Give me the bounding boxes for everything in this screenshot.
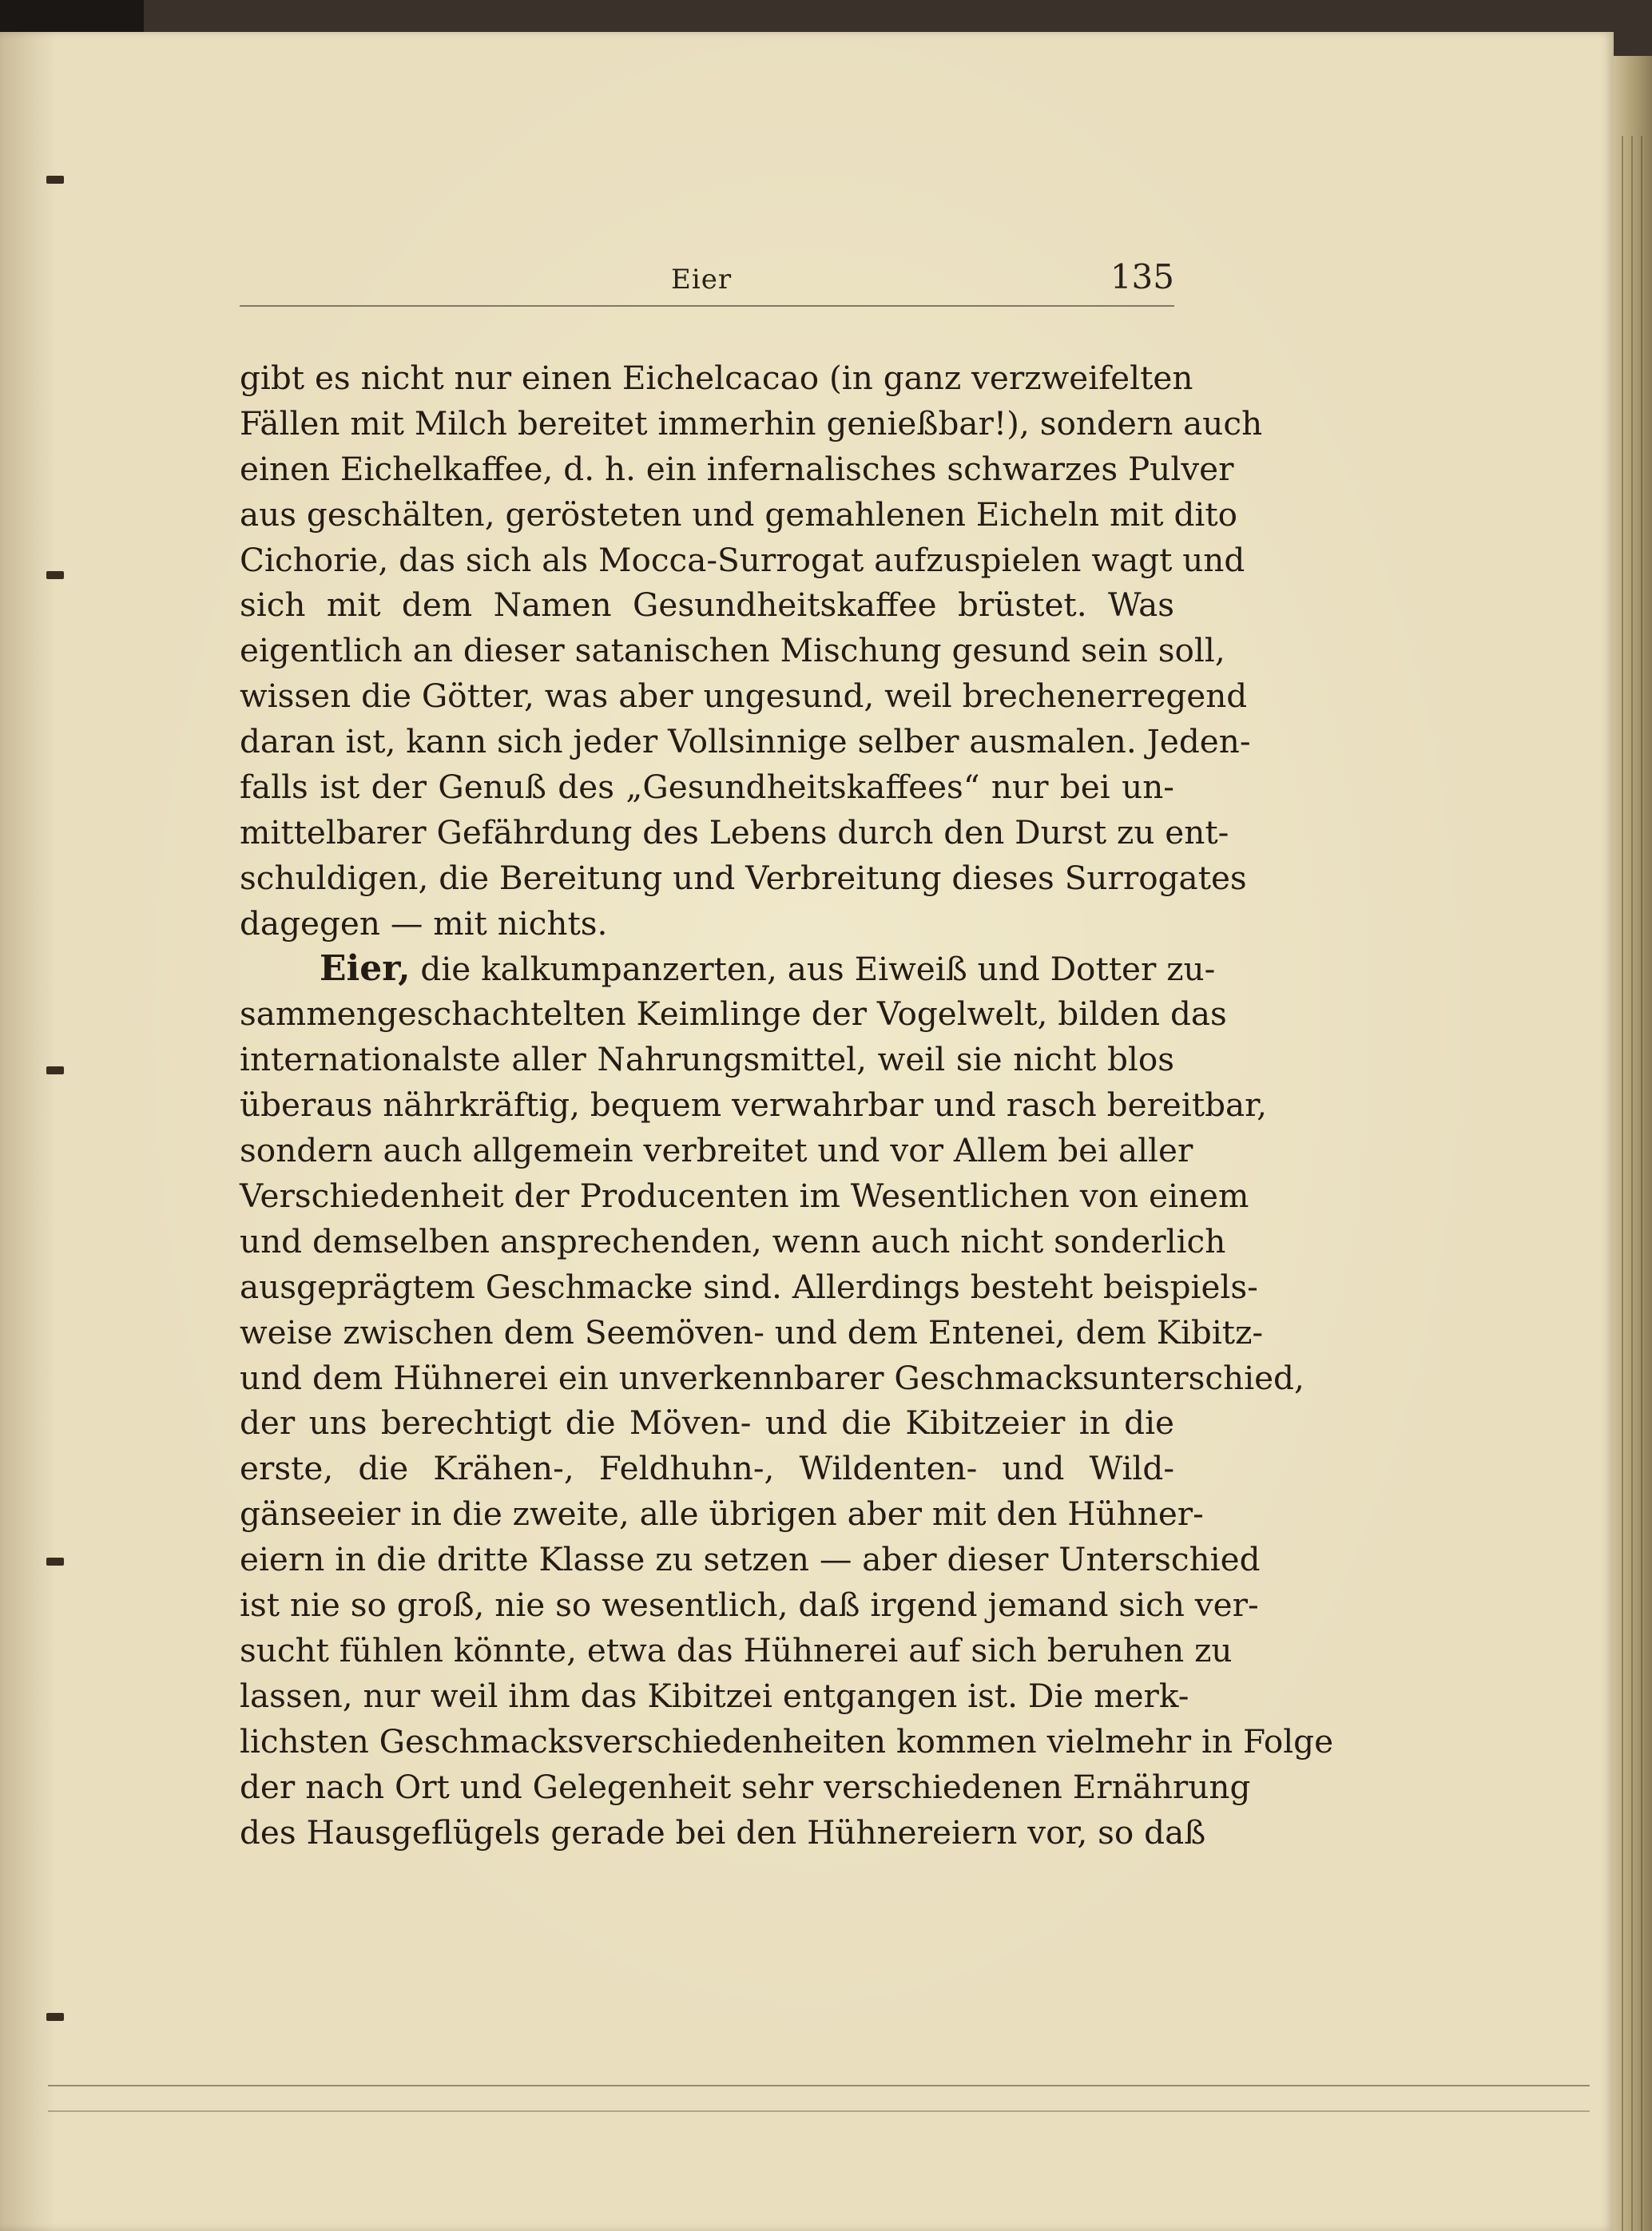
binding-mark xyxy=(46,571,64,579)
header-rule xyxy=(240,305,1174,307)
page-edge-line xyxy=(1622,136,1623,2231)
text-line-first xyxy=(240,947,1216,992)
text-line: ist nie so groß, nie so wesentlich, daß irgend jemand sich ver- xyxy=(240,1586,1259,1625)
binding-mark xyxy=(46,1066,64,1074)
text-line: eigentlich an dieser satanischen Mischung gesund sein soll, xyxy=(240,631,1225,670)
running-head: Eier xyxy=(671,264,733,296)
text-line: internationalste aller Nahrungsmittel, weil sie nicht blos xyxy=(240,1040,1174,1079)
text-line: dagegen — mit nichts. xyxy=(240,903,608,943)
text-line: der nach Ort und Gelegenheit sehr verschiedenen Ernährung xyxy=(240,1767,1251,1806)
text-line: und dem Hühnerei ein unverkennbarer Geschmacksunterschied, xyxy=(240,1358,1305,1397)
text-line: eiern in die dritte Klasse zu setzen — aber dieser Unterschied xyxy=(240,1540,1261,1579)
text-line: ausgeprägtem Geschmacke sind. Allerdings besteht beispiels- xyxy=(240,1267,1258,1306)
text-line: Verschiedenheit der Producenten im Wesentlichen von einem xyxy=(240,1177,1249,1216)
text-line: gänseeier in die zweite, alle übrigen aber mit den Hühner- xyxy=(240,1495,1204,1534)
paragraph-1 xyxy=(240,355,1263,947)
page-bottom-wear xyxy=(48,2085,1590,2112)
page-number: 135 xyxy=(1110,257,1174,296)
text-line: daran ist, kann sich jeder Vollsinnige selber ausmalen. Jeden- xyxy=(240,722,1251,761)
page-stack-edge xyxy=(1614,56,1652,2231)
text-line: der uns berechtigt die Möven- und die Kibitzeier in die xyxy=(240,1403,1174,1443)
text-line: lichsten Geschmacksverschiedenheiten kommen vielmehr in Folge xyxy=(240,1721,1334,1761)
binding-mark xyxy=(46,176,64,184)
text-line: überaus nährkräftig, bequem verwahrbar und rasch bereitbar, xyxy=(240,1086,1267,1125)
text-line: und demselben ansprechenden, wenn auch nicht sonderlich xyxy=(240,1221,1226,1260)
text-line: sondern auch allgemein verbreitet und vor Allem bei aller xyxy=(240,1131,1193,1170)
text-line: mittelbarer Gefährdung des Lebens durch den Durst zu ent- xyxy=(240,812,1229,852)
page-edge-line xyxy=(1631,136,1633,2231)
binding-mark xyxy=(46,2013,64,2021)
paragraph-2 xyxy=(240,947,1334,1856)
text-line: Fällen mit Milch bereitet immerhin genießbar!), sondern auch xyxy=(240,403,1263,443)
text-line: sammengeschachtelten Keimlinge der Vogelwelt, bilden das xyxy=(240,994,1227,1034)
first-line-text: die kalkumpanzerten, aus Eiweiß und Dotter zu- xyxy=(420,949,1216,988)
text-line: falls ist der Genuß des „Gesundheitskaffees“ nur bei un- xyxy=(240,768,1174,807)
text-line: wissen die Götter, was aber ungesund, weil brechenerregend xyxy=(240,677,1248,716)
text-line: gibt es nicht nur einen Eichelcacao (in ganz verzweifelten xyxy=(240,359,1193,397)
text-line: einen Eichelkaffee, d. h. ein infernalisches schwarzes Pulver xyxy=(240,449,1234,488)
text-line: des Hausgeflügels gerade bei den Hühnereiern vor, so daß xyxy=(240,1812,1206,1852)
binding-mark xyxy=(46,1558,64,1566)
page-header xyxy=(240,257,1174,312)
page-edge-line xyxy=(1641,136,1642,2231)
text-line: schuldigen, die Bereitung und Verbreitung dieses Surrogates xyxy=(240,858,1247,897)
text-line: weise zwischen dem Seemöven- und dem Entenei, dem Kibitz- xyxy=(240,1312,1264,1352)
headword: Eier, xyxy=(320,947,411,989)
body-text xyxy=(240,355,1334,1855)
text-line: sucht fühlen könnte, etwa das Hühnerei auf sich beruhen zu xyxy=(240,1630,1233,1669)
text-line: lassen, nur weil ihm das Kibitzei entgangen ist. Die merk- xyxy=(240,1676,1189,1715)
text-line: aus geschälten, gerösteten und gemahlenen Eicheln mit dito xyxy=(240,494,1237,534)
text-line: sich mit dem Namen Gesundheitskaffee brüstet. Was xyxy=(240,586,1174,625)
text-line: Cichorie, das sich als Mocca-Surrogat aufzuspielen wagt und xyxy=(240,540,1245,579)
text-line: erste, die Krähen-, Feldhuhn-, Wildenten- und Wild- xyxy=(240,1449,1174,1488)
